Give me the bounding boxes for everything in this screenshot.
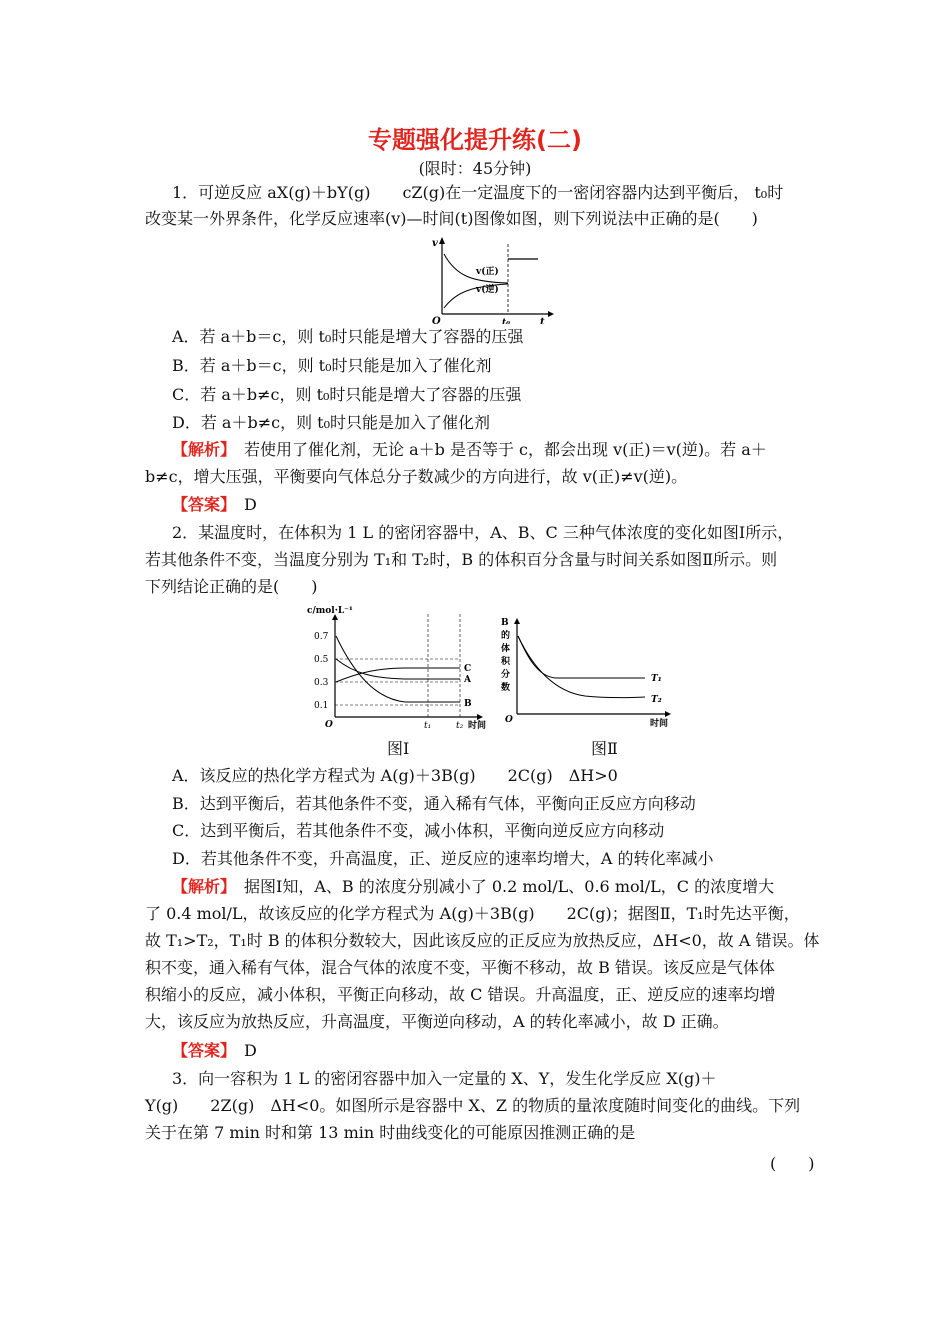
q2-option-b: B．达到平衡后，若其他条件不变，通入稀有气体，平衡向正反应方向移动 [172, 794, 696, 813]
q2-option-a: A．该反应的热化学方程式为 A(g)＋3B(g) 2C(g) ΔH>0 [172, 766, 618, 785]
q1-option-b: B．若 a＋b＝c，则 t₀时只能是加入了催化剂 [172, 356, 492, 375]
q1-x-label: t [540, 317, 545, 324]
fig2-label-t2: T₂ [651, 695, 662, 705]
q1-y-arrow [439, 237, 445, 244]
fig2-y-label-3: 体 [501, 644, 511, 654]
q3-stem-line1: 3．向一容积为 1 L 的密闭容器中加入一定量的 X、Y，发生化学反应 X(g)＋ [172, 1069, 717, 1088]
fig2-y-label-4: 积 [501, 657, 511, 667]
q2-answer-tag: 【答案】 [172, 1041, 229, 1060]
q1-forward-label: v(正) [476, 267, 499, 277]
q2-option-c: C．达到平衡后，若其他条件不变，减小体积，平衡向逆反应方向移动 [172, 821, 665, 840]
q2-answer [172, 1040, 257, 1062]
q1-answer-tag: 【答案】 [172, 495, 229, 514]
fig2-y-label-5: 分 [501, 670, 511, 680]
q1-analysis-line1 [172, 439, 767, 461]
fig2-curve-t1 [518, 636, 645, 678]
q3-stem-line2: Y(g) 2Z(g) ΔH<0。如图所示是容器中 X、Z 的物质的量浓度随时间变化的曲线。下列 [145, 1096, 801, 1115]
q2-figure-1 [305, 604, 500, 732]
q2-stem-line1: 2．某温度时，在体积为 1 L 的密闭容器中，A、B、C 三种气体浓度的变化如图Ⅰ所示， [172, 523, 794, 542]
q2-answer-value: D [244, 1041, 257, 1060]
time-limit: (限时：45分钟) [418, 159, 532, 178]
q1-option-c: C．若 a＋b≠c，则 t₀时只能是增大了容器的压强 [172, 385, 522, 404]
q2-analysis-text1: 据图Ⅰ知，A、B 的浓度分别减小了 0.2 mol/L、0.6 mol/L，C 的浓度增大 [228, 877, 775, 896]
q2-analysis-line3: 故 T₁>T₂，T₁时 B 的体积分数较大，因此该反应的正反应为放热反应，ΔH<0，故 A 错误。体 [145, 931, 820, 950]
q2-analysis-line1 [172, 876, 774, 898]
fig2-x-arrow [665, 711, 671, 717]
fig1-tick-05: 0.5 [314, 655, 329, 665]
q2-analysis-line4: 积不变，通入稀有气体，混合气体的浓度不变，平衡不移动，故 B 错误。该反应是气体体 [145, 958, 775, 977]
q1-answer-value: D [244, 495, 257, 514]
q1-analysis-line2: b≠c，增大压强，平衡要向气体总分子数减少的方向进行，故 v(正)≠v(逆)。 [145, 467, 688, 486]
fig2-y-label-1: B [501, 618, 509, 628]
q2-figure-2 [495, 616, 685, 732]
fig1-label-a: A [464, 675, 471, 685]
q1-y-label: v [432, 238, 438, 249]
q1-analysis-tag: 【解析】 [172, 440, 229, 459]
q2-option-d: D．若其他条件不变，升高温度，正、逆反应的速率均增大，A 的转化率减小 [172, 849, 714, 868]
q1-rate-time-graph [420, 232, 560, 324]
fig1-curve-a [336, 659, 460, 679]
fig2-curve-t2 [518, 636, 645, 698]
q2-analysis-tag: 【解析】 [172, 877, 229, 896]
q1-stem-line1: 1．可逆反应 aX(g)＋bY(g) cZ(g)在一定温度下的一密闭容器内达到平衡后， t₀时 [172, 183, 784, 202]
fig2-y-label-2: 的 [501, 631, 511, 641]
q1-origin: O [432, 316, 441, 324]
q1-reverse-label: v(逆) [476, 285, 499, 295]
q2-stem-line2: 若其他条件不变，当温度分别为 T₁和 T₂时，B 的体积百分含量与时间关系如图Ⅱ所示。则 [145, 550, 778, 569]
fig1-tick-07: 0.7 [314, 632, 329, 642]
fig2-y-label-6: 数 [501, 683, 511, 693]
fig2-x-label: 时间 [650, 719, 669, 729]
q1-answer [172, 494, 257, 516]
q1-option-d: D．若 a＋b≠c，则 t₀时只能是加入了催化剂 [172, 413, 490, 432]
fig1-tick-03: 0.3 [314, 678, 329, 688]
q2-analysis-line5: 积缩小的反应，减小体积，平衡正向移动，故 C 错误。升高温度，正、逆反应的速率均增 [145, 985, 776, 1004]
fig1-curve-b [336, 636, 460, 702]
fig2-label-t1: T₁ [651, 674, 662, 684]
fig1-label-b: B [464, 699, 472, 709]
fig1-caption: 图Ⅰ [387, 739, 410, 758]
q3-answer-paren: ( ) [770, 1154, 815, 1173]
fig2-caption: 图Ⅱ [591, 739, 618, 758]
q1-stem-line2: 改变某一外界条件，化学反应速率(v)—时间(t)图像如图，则下列说法中正确的是( ) [145, 209, 758, 228]
q1-option-a: A．若 a＋b＝c，则 t₀时只能是增大了容器的压强 [172, 327, 524, 346]
q1-t0-label: t₀ [502, 318, 511, 324]
q1-x-arrow [548, 311, 554, 317]
q2-analysis-line6: 大，该反应为放热反应，升高温度，平衡逆向移动，A 的转化率减小，故 D 正确。 [145, 1012, 729, 1031]
fig1-x-label: 时间 [468, 721, 487, 731]
fig2-y-arrow [514, 618, 520, 624]
q1-analysis-text1: 若使用了催化剂，无论 a＋b 是否等于 c，都会出现 v(正)＝v(逆)。若 a＋ [228, 440, 767, 459]
q3-stem-line3: 关于在第 7 min 时和第 13 min 时曲线变化的可能原因推测正确的是 [145, 1123, 636, 1142]
q2-analysis-line2: 了 0.4 mol/L，故该反应的化学方程式为 A(g)＋3B(g) 2C(g)；据图Ⅱ，T₁时先达平衡， [145, 904, 800, 923]
fig1-label-c: C [464, 664, 472, 674]
fig1-tick-01: 0.1 [314, 701, 329, 711]
fig1-x-arrow [477, 714, 483, 720]
page-title: 专题强化提升练(二) [368, 126, 582, 154]
fig1-origin: O [325, 720, 333, 730]
q2-stem-line3: 下列结论正确的是( ) [145, 577, 318, 596]
fig2-origin: O [505, 715, 513, 725]
fig1-t1: t₁ [424, 721, 432, 731]
fig1-y-label: c/mol·L⁻¹ [307, 606, 353, 616]
fig1-t2: t₂ [456, 721, 464, 731]
